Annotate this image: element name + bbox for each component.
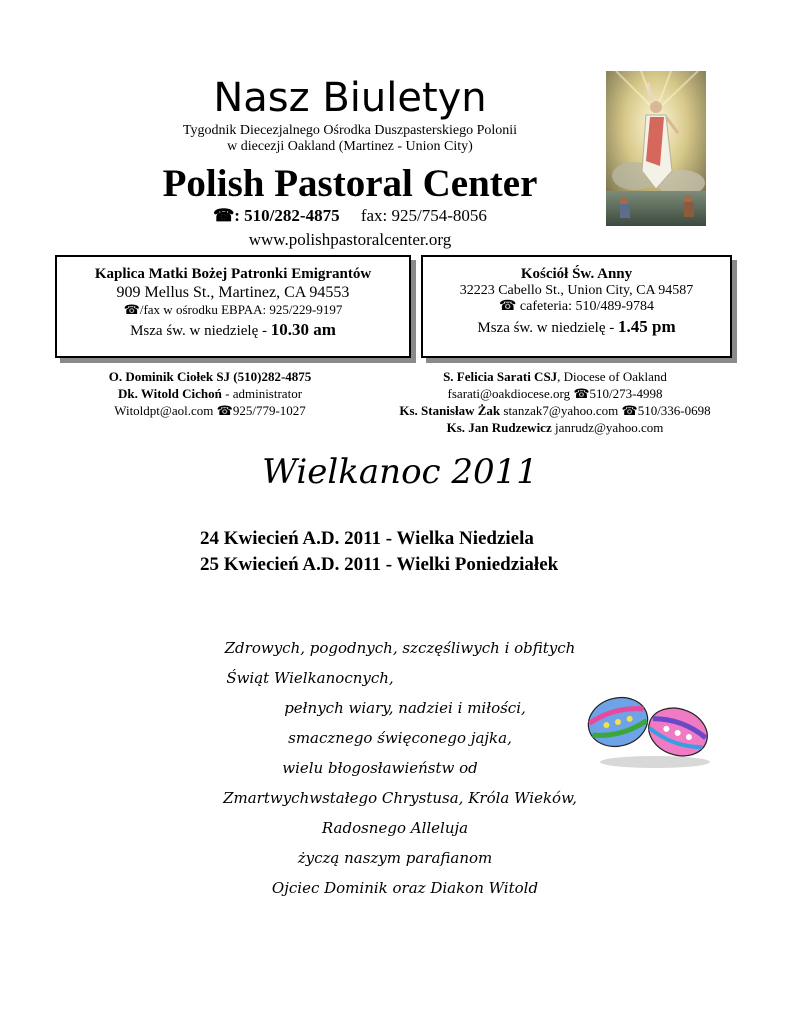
wish-line: Ojciec Dominik oraz Diakon Witold	[271, 879, 539, 897]
mass-label: Msza św. w niedzielę -	[130, 323, 271, 339]
wish-line: Zmartwychwstałego Chrystusa, Króla Wieków,	[223, 789, 577, 807]
church-name: Kościół Św. Anny	[520, 266, 633, 282]
contact-name: Dk. Witold Cichoń	[117, 386, 222, 401]
left-contacts	[60, 368, 360, 419]
contact-line	[380, 368, 730, 385]
church-address: 32223 Cabello St., Union City, CA 94587	[459, 283, 694, 298]
contact-detail: stanzak7@yahoo.com ☎510/336-0698	[500, 403, 711, 418]
church-info-box	[421, 255, 732, 358]
chapel-info-box	[55, 255, 411, 358]
contact-detail: , Diocese of Oakland	[557, 369, 667, 384]
fax-number: fax: 925/754-8056	[360, 206, 487, 225]
website-link[interactable]: www.polishpastoralcenter.org	[248, 230, 452, 249]
resurrection-image	[606, 71, 706, 226]
center-name: Polish Pastoral Center	[162, 162, 538, 205]
subtitle-line-1: Tygodnik Diecezjalnego Ośrodka Duszpasterskiego Polonii	[182, 123, 518, 138]
date-line-1: 24 Kwiecień A.D. 2011 - Wielka Niedziela	[200, 528, 534, 549]
phone-fax-line	[180, 206, 520, 226]
wish-line: Radosnego Alleluja	[321, 819, 469, 837]
contact-line	[60, 385, 360, 402]
wish-line: wielu błogosławieństw od	[282, 759, 478, 777]
easter-eggs-icon	[580, 680, 720, 770]
chapel-fax: ☎/fax w ośrodku EBPAA: 925/229-9197	[123, 302, 343, 317]
wish-line: smacznego święconego jajka,	[288, 729, 512, 747]
phone-number: ☎: 510/282-4875	[213, 206, 340, 225]
church-cafeteria: ☎ cafeteria: 510/489-9784	[498, 299, 655, 314]
contact-detail: janrudz@yahoo.com	[551, 420, 664, 435]
subtitle-line-2: w diecezji Oakland (Martinez - Union City)	[227, 139, 473, 154]
church-mass-time	[423, 317, 730, 338]
chapel-mass-time	[57, 320, 409, 341]
easter-title: Wielkanoc 2011	[262, 452, 538, 492]
contact-role: - administrator	[221, 386, 303, 401]
contact-line[interactable]: fsarati@oakdiocese.org ☎510/273-4998	[447, 386, 663, 401]
contact-name: S. Felicia Sarati CSJ	[443, 369, 558, 384]
date-line-2: 25 Kwiecień A.D. 2011 - Wielki Poniedziałek	[200, 554, 559, 575]
contact-line: O. Dominik Ciołek SJ (510)282-4875	[108, 369, 312, 384]
wish-line: Świąt Wielkanocnych,	[226, 669, 394, 687]
wish-line: życzą naszym parafianom	[297, 849, 493, 867]
contact-name: Ks. Stanisław Żak	[399, 403, 501, 418]
contact-line[interactable]: Witoldpt@aol.com ☎925/779-1027	[114, 403, 306, 418]
right-contacts	[380, 368, 730, 436]
contact-name: Ks. Jan Rudzewicz	[446, 420, 552, 435]
mass-time: 1.45 pm	[618, 317, 676, 336]
bulletin-title: Nasz Biuletyn	[213, 75, 487, 121]
wish-line: Zdrowych, pogodnych, szczęśliwych i obfitych	[224, 639, 576, 657]
mass-time: 10.30 am	[270, 320, 336, 339]
wish-line: pełnych wiary, nadziei i miłości,	[284, 699, 526, 717]
contact-line[interactable]	[380, 419, 730, 436]
chapel-address: 909 Mellus St., Martinez, CA 94553	[116, 284, 350, 301]
contact-line[interactable]	[380, 402, 730, 419]
mass-label: Msza św. w niedzielę -	[477, 320, 619, 336]
chapel-name: Kaplica Matki Bożej Patronki Emigrantów	[94, 266, 372, 282]
